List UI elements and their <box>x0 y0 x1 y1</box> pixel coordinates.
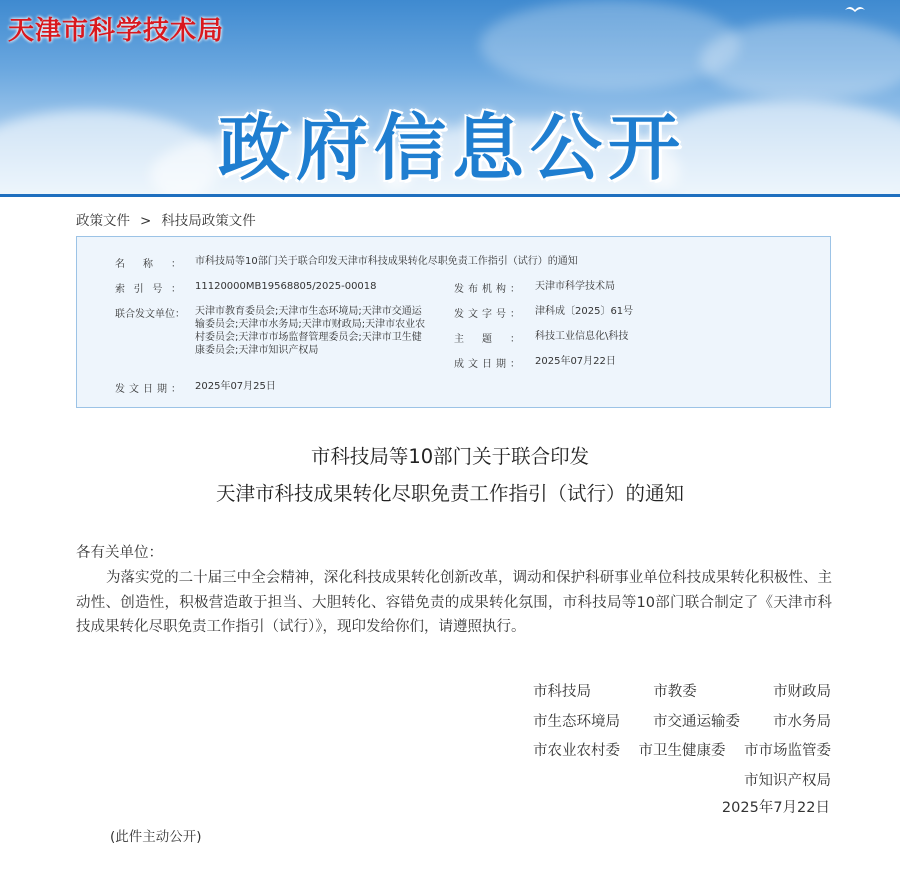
signer: 市水务局 <box>773 713 831 730</box>
meta-joint-line: 康委员会;天津市知识产权局 <box>195 345 319 356</box>
meta-joint-value <box>195 305 425 357</box>
signer-row <box>533 737 831 767</box>
disclosure-note: (此件主动公开) <box>110 829 202 845</box>
document-title-line-1: 市科技局等10部门关于联合印发 <box>310 445 590 468</box>
meta-docno-label: 发 文 字 号 ： <box>454 309 520 320</box>
signer: 市教委 <box>653 684 697 700</box>
meta-docno-value: 津科成〔2025〕61号 <box>535 306 634 317</box>
meta-index-value: 11120000MB19568805/2025-00018 <box>195 281 377 292</box>
meta-index-label: 索 引 号 ： <box>115 284 181 295</box>
breadcrumb-bureau-policy-docs[interactable]: 科技局政策文件 <box>161 213 256 229</box>
signer: 市市场监管委 <box>744 743 831 759</box>
salutation: 各有关单位： <box>76 545 163 561</box>
meta-created-value: 2025年07月22日 <box>535 356 616 367</box>
meta-publisher-label: 发 布 机 构 ： <box>454 284 520 295</box>
signer: 市科技局 <box>533 684 591 700</box>
signer-row <box>533 678 831 708</box>
signer-row <box>533 767 831 797</box>
site-title[interactable]: 天津市科学技术局 <box>8 16 225 46</box>
meta-joint-line: 村委员会;天津市市场监督管理委员会;天津市卫生健 <box>195 332 422 343</box>
bird-icon <box>844 4 866 14</box>
banner-divider <box>0 194 900 197</box>
body-paragraph: 为落实党的二十届三中全会精神，深化科技成果转化创新改革，调动和保护科研事业单位科技成果转化积极性、主动性、创造性，积极营造敢于担当、大胆转化、容错免责的成果转化氛围，市科技局等10部门联合制定了《天津市科技成果转化尽职免责工作指引（试行）》，现印发给你们，请遵照执行。 <box>76 570 832 635</box>
signer-row <box>533 708 831 738</box>
document-title-line-2: 天津市科技成果转化尽职免责工作指引（试行）的通知 <box>215 482 684 505</box>
meta-publisher-value: 天津市科学技术局 <box>535 281 615 292</box>
breadcrumb <box>76 209 256 229</box>
meta-joint-line: 天津市教育委员会;天津市生态环境局;天津市交通运 <box>195 306 422 317</box>
meta-name-label: 名 称 ： <box>115 259 181 270</box>
signing-departments <box>533 678 831 796</box>
meta-issued-value: 2025年07月25日 <box>195 381 276 392</box>
banner-heading: 政府信息公开 <box>218 106 687 190</box>
signer: 市财政局 <box>773 684 831 700</box>
meta-created-label: 成 文 日 期 ： <box>454 359 520 370</box>
document-date: 2025年7月22日 <box>721 800 830 816</box>
header-banner <box>0 0 900 196</box>
cloud-decoration <box>480 0 740 90</box>
signer: 市交通运输委 <box>653 713 740 730</box>
breadcrumb-separator: > <box>140 213 152 229</box>
meta-joint-line: 输委员会;天津市水务局;天津市财政局;天津市农业农 <box>195 319 426 330</box>
meta-subject-label: 主 题 ： <box>454 334 520 345</box>
meta-subject-value: 科技工业信息化\科技 <box>535 331 629 342</box>
signer: 市卫生健康委 <box>638 743 726 759</box>
breadcrumb-policy-docs[interactable]: 政策文件 <box>76 213 130 229</box>
signer: 市生态环境局 <box>533 713 620 730</box>
cloud-decoration <box>700 20 900 100</box>
meta-name-value: 市科技局等10部门关于联合印发天津市科技成果转化尽职免责工作指引（试行）的通知 <box>195 256 578 267</box>
document-metadata-box <box>76 236 831 408</box>
meta-joint-label: 联合发文单位： <box>115 309 185 320</box>
meta-issued-label: 发 文 日 期 ： <box>115 384 181 395</box>
signer: 市农业农村委 <box>533 743 620 759</box>
signer: 市知识产权局 <box>744 772 831 789</box>
